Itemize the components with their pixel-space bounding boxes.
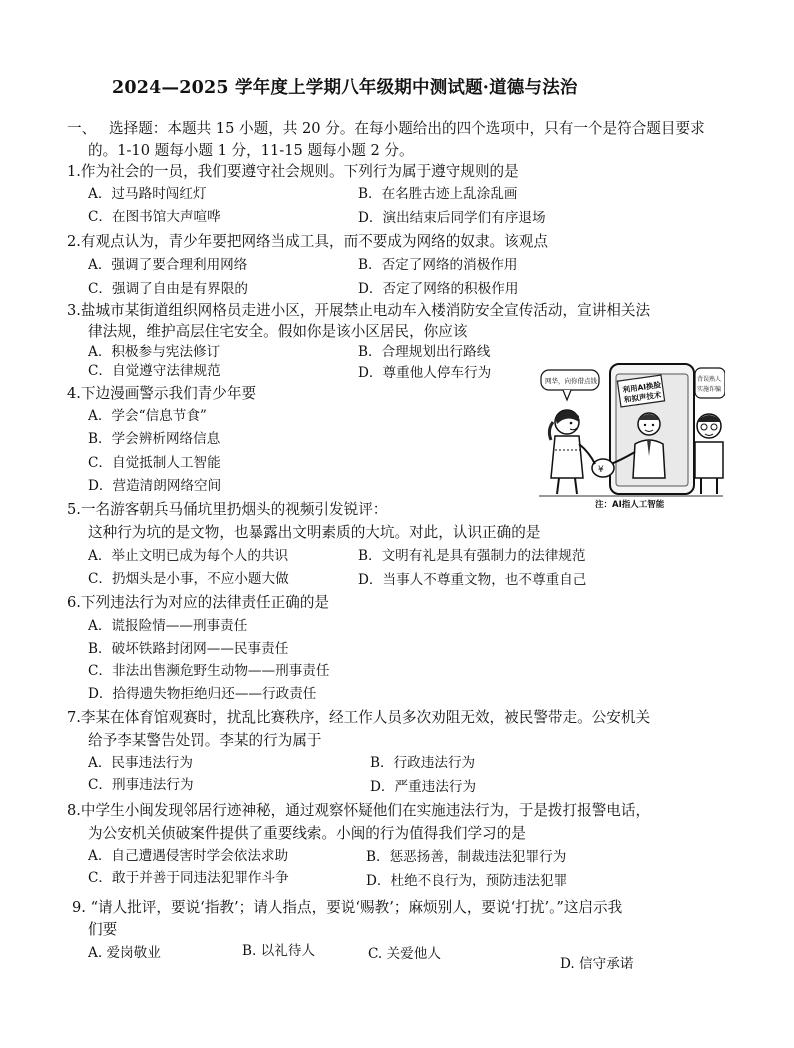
question-5-stem-line-1: 5.一名游客朝兵马俑坑里扔烟头的视频引发锐评： xyxy=(67,501,388,518)
question-9-stem-line-1: 9. “请人批评，要说‘指教’；请人指点，要说‘赐教’；麻烦别人，要说‘打扰’。”这启示我 xyxy=(72,899,623,916)
question-6-option-a: A．谎报险情——刑事责任 xyxy=(88,618,248,634)
question-9-option-b: B. 以礼待人 xyxy=(242,943,316,959)
question-3-option-c: C．自觉遵守法律规范 xyxy=(88,363,221,379)
page-title: 2024—2025 学年度上学期八年级期中测试题·道德与法治 xyxy=(112,78,578,98)
question-1-option-b: B．在名胜古迹上乱涂乱画 xyxy=(358,186,518,202)
question-6-option-b: B．破坏铁路封闭网——民事责任 xyxy=(88,641,289,657)
cartoon-caption: 注：AI指人工智能 xyxy=(595,500,665,510)
question-3-stem-line-1: 3.盐城市某街道组织网格员走进小区，开展禁止电动车入楼消防安全宣传活动，宣讲相关法 xyxy=(67,302,651,319)
question-7-option-c: C．刑事违法行为 xyxy=(88,777,194,793)
question-8-stem-line-2: 为公安机关侦破案件提供了重要线索。小闽的行为值得我们学习的是 xyxy=(88,825,526,842)
question-3-stem-line-2: 律法规，维护高层住宅安全。假如你是该小区居民，你应该 xyxy=(88,323,468,340)
question-2-stem: 2.有观点认为，青少年要把网络当成工具，而不要成为网络的奴隶。该观点 xyxy=(67,233,548,250)
question-3-option-d: D．尊重他人停车行为 xyxy=(358,365,492,381)
question-9-option-a: A. 爱岗敬业 xyxy=(88,945,161,961)
section-instruction-line-1: 选择题：本题共 15 小题，共 20 分。在每小题给出的四个选项中，只有一个是符合题目要求 xyxy=(109,120,705,137)
question-3-option-b: B．合理规划出行路线 xyxy=(358,344,491,360)
section-instruction-line-2: 的。1-10 题每小题 1 分，11-15 题每小题 2 分。 xyxy=(88,142,414,159)
question-1-option-c: C．在图书馆大声喧哗 xyxy=(88,209,221,225)
question-2-option-c: C．强调了自由是有界限的 xyxy=(88,281,248,297)
question-4-stem: 4.下边漫画警示我们青少年要 xyxy=(67,385,257,402)
question-5-option-c: C．扔烟头是小事，不应小题大做 xyxy=(88,571,289,587)
question-4-option-a: A．学会“信息节食” xyxy=(88,408,207,424)
phone-banner-text-line-2: 和拟声技术 xyxy=(623,390,662,405)
phone-banner-text-line-1: 利用AI换脸 xyxy=(622,380,662,395)
question-1-option-d: D．演出结束后同学们有序退场 xyxy=(358,210,546,226)
money-symbol: ¥ xyxy=(598,465,604,475)
question-1-option-a: A．过马路时闯红灯 xyxy=(88,186,207,202)
question-8-stem-line-1: 8.中学生小闽发现邻居行迹神秘，通过观察怀疑他们在实施违法行为，于是拨打报警电话， xyxy=(67,802,651,819)
question-9-option-c: C. 关爱他人 xyxy=(368,946,441,962)
section-number: 一、 xyxy=(67,120,97,137)
question-9-option-d: D. 信守承诺 xyxy=(560,956,634,972)
question-4-option-c: C．自觉抵制人工智能 xyxy=(88,455,221,471)
question-4-option-b: B．学会辨析网络信息 xyxy=(88,431,221,447)
cartoon-illustration xyxy=(537,360,725,510)
question-1-stem: 1.作为社会的一员，我们要遵守社会规则。下列行为属于遵守规则的是 xyxy=(67,163,519,180)
question-5-stem-line-2: 这种行为坑的是文物，也暴露出文明素质的大坑。对此，认识正确的是 xyxy=(88,524,541,541)
cartoon-bubble-left: 网华，向你借点钱 xyxy=(545,377,597,385)
question-8-option-b: B．惩恶扬善，制裁违法犯罪行为 xyxy=(366,849,567,865)
cartoon-bubble-right-line-2: 实施诈骗 xyxy=(697,386,722,393)
question-7-option-b: B．行政违法行为 xyxy=(370,755,476,771)
question-3-option-a: A．积极参与宪法修订 xyxy=(88,344,221,360)
question-5-option-a: A．举止文明已成为每个人的共识 xyxy=(88,548,289,564)
question-4-option-d: D．营造清朗网络空间 xyxy=(88,478,222,494)
question-7-stem-line-1: 7.李某在体育馆观赛时，扰乱比赛秩序，经工作人员多次劝阻无效，被民警带走。公安机关 xyxy=(67,709,651,726)
question-7-option-d: D．严重违法行为 xyxy=(370,779,477,795)
question-5-option-d: D．当事人不尊重文物，也不尊重自己 xyxy=(358,572,587,588)
question-7-stem-line-2: 给予李某警告处罚。李某的行为属于 xyxy=(88,732,322,749)
question-2-option-d: D．否定了网络的积极作用 xyxy=(358,281,519,297)
question-7-option-a: A．民事违法行为 xyxy=(88,755,193,771)
question-5-option-b: B．文明有礼是具有强制力的法律规范 xyxy=(358,548,586,564)
question-8-option-d: D．杜绝不良行为，预防违法犯罪 xyxy=(366,873,568,889)
question-6-option-d: D．拾得遗失物拒绝归还——行政责任 xyxy=(88,686,317,702)
question-8-option-c: C．敢于并善于同违法犯罪作斗争 xyxy=(88,870,289,886)
question-6-stem: 6.下列违法行为对应的法律责任正确的是 xyxy=(67,594,330,611)
question-2-option-a: A．强调了要合理利用网络 xyxy=(88,257,248,273)
cartoon-bubble-right-line-1: 背误熟人 xyxy=(697,376,722,383)
question-6-option-c: C．非法出售濒危野生动物——刑事责任 xyxy=(88,663,330,679)
question-9-stem-line-2: 们要 xyxy=(88,921,118,938)
question-8-option-a: A．自己遭遇侵害时学会依法求助 xyxy=(88,848,289,864)
question-2-option-b: B．否定了网络的消极作用 xyxy=(358,257,518,273)
